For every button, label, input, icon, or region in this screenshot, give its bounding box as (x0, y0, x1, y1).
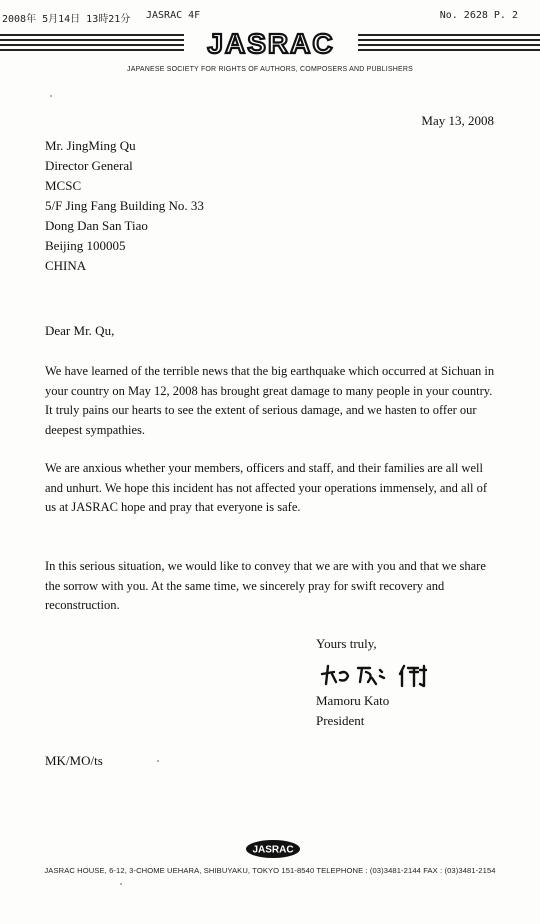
handwritten-signature (318, 660, 438, 690)
fax-datetime: 2008年 5月14日 13時21分 (2, 14, 131, 25)
fax-header (0, 10, 540, 26)
address-line: CHINA (45, 258, 87, 273)
body-paragraph-3: In this serious situation, we would like to convey that we are with you and that we share the sorrow with you. At the same time, we sincerely pray for swift recovery and reconstruction. (45, 559, 486, 612)
jasrac-logo (186, 28, 356, 58)
reference-initials: MK/MO/ts (45, 753, 103, 768)
footer-logo-text: JASRAC (252, 844, 294, 856)
letterhead (0, 28, 540, 78)
scan-speck (157, 760, 159, 762)
jasrac-logo-text: JASRAC (207, 28, 335, 58)
signer-title: President (316, 713, 365, 728)
letter-date: May 13, 2008 (421, 113, 494, 128)
closing: Yours truly, (316, 636, 377, 651)
scan-speck (120, 883, 122, 885)
letterhead-tagline: JAPANESE SOCIETY FOR RIGHTS OF AUTHORS, COMPOSERS AND PUBLISHERS (127, 66, 413, 73)
recipient-address (45, 136, 204, 276)
fax-sender: JASRAC 4F (146, 10, 201, 21)
signer-name: Mamoru Kato (316, 693, 390, 708)
address-line: Beijing 100005 (45, 238, 126, 253)
letterhead-rule-right (358, 34, 540, 52)
address-line: Director General (45, 158, 133, 173)
address-line: Dong Dan San Tiao (45, 218, 148, 233)
address-line: Mr. JingMing Qu (45, 138, 136, 153)
letterhead-rule-left (0, 34, 184, 52)
scan-speck (50, 95, 52, 97)
footer-jasrac-logo (244, 838, 302, 860)
address-line: 5/F Jing Fang Building No. 33 (45, 198, 204, 213)
salutation: Dear Mr. Qu, (45, 323, 115, 338)
body-paragraph-1: We have learned of the terrible news that the big earthquake which occurred at Sichuan in your country on May 12, 2008 has brought great damage to many people in your country. It truly pains our hearts to see the extent of serious damage, and we hasten to offer our deepest sympathies. (45, 364, 495, 437)
fax-page-info: No. 2628 P. 2 (439, 10, 518, 21)
body-paragraph-2: We are anxious whether your members, officers and staff, and their families are all well and unhurt. We hope this incident has not affected your operations immensely, and all of us at JASRAC hope and pray that everyone is safe. (45, 461, 488, 514)
address-line: MCSC (45, 178, 82, 193)
footer-address: JASRAC HOUSE, 6-12, 3-CHOME UEHARA, SHIBUYAKU, TOKYO 151-8540 TELEPHONE : (03)3481-2144 FAX : (03)3481-2154 (44, 866, 496, 875)
